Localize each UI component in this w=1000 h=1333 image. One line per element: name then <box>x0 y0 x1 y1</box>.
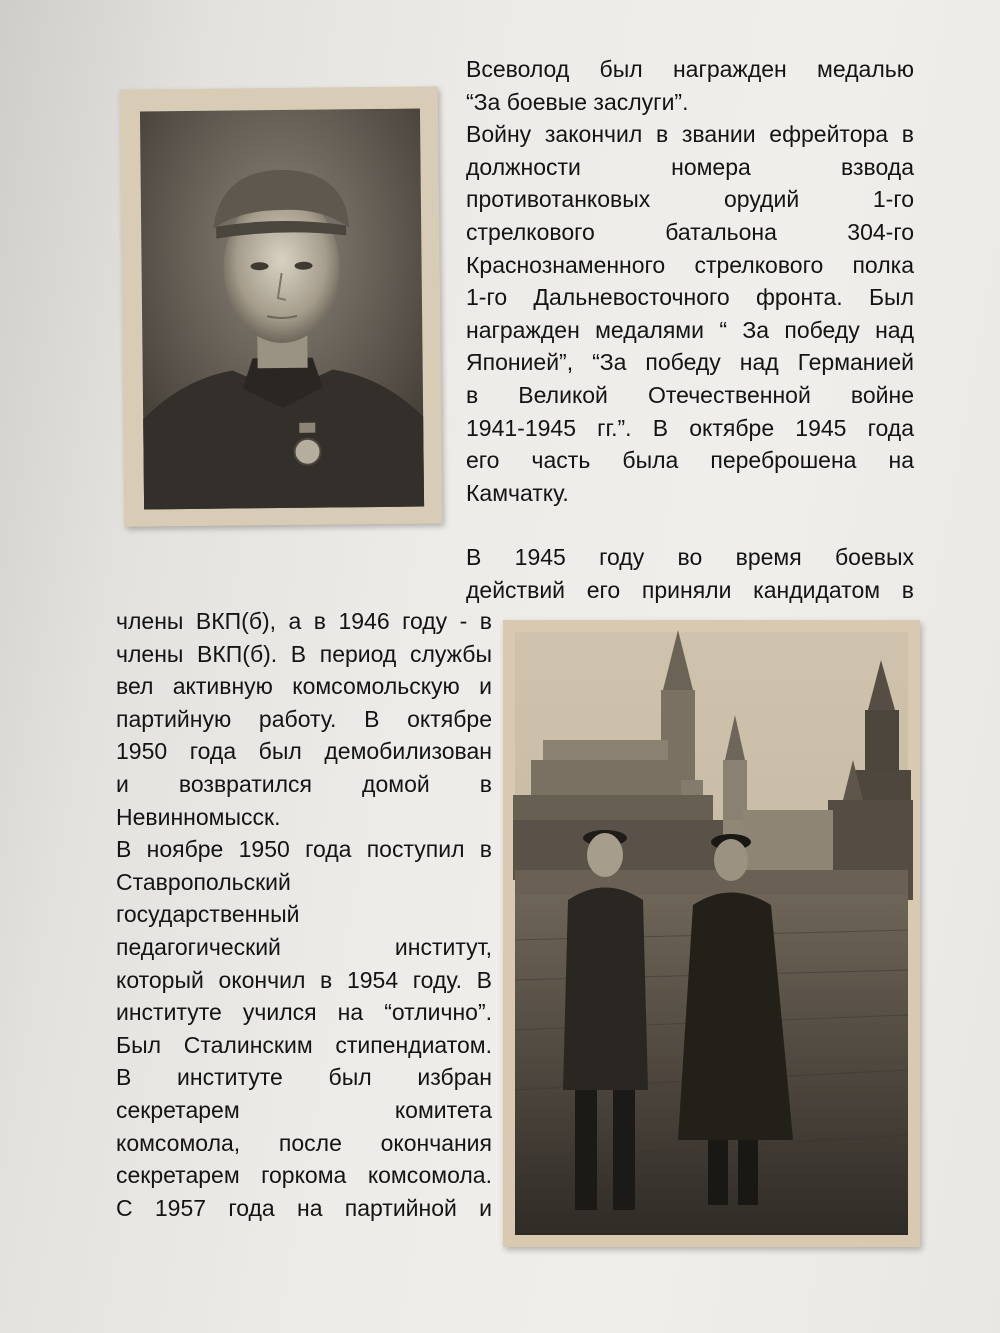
text-line: Всеволод был награжден медалью <box>466 56 914 82</box>
text-line: институте учился на “отлично”. <box>116 999 492 1026</box>
middle-paragraph <box>466 541 914 606</box>
text-line: в Великой Отечественной войне <box>466 381 914 408</box>
text-line: 1941-1945 гг.”. В октябре 1945 года <box>466 414 914 441</box>
text-line: Краснознаменного стрелкового полка <box>466 251 914 278</box>
bottom-paragraph <box>116 605 492 1224</box>
text-line: В 1945 году во время боевых <box>466 544 914 570</box>
text-line: Войну закончил в звании ефрейтора в <box>466 121 914 148</box>
text-line: партийную работу. В октябре <box>116 705 492 732</box>
text-line: члены ВКП(б), а в 1946 году - в <box>116 608 492 634</box>
text-line: Ставропольский <box>116 868 291 895</box>
text-line: государственный <box>116 901 300 928</box>
text-line: стрелкового батальона 304-го <box>466 218 914 245</box>
text-line: “За боевые заслуги”. <box>466 88 689 115</box>
text-line: который окончил в 1954 году. В <box>116 966 492 993</box>
text-line: Был Сталинским стипендиатом. <box>116 1031 492 1058</box>
text-line: члены ВКП(б). В период службы <box>116 640 492 667</box>
text-line: Японией”, “За победу над Германией <box>466 349 914 376</box>
text-line: комсомола, после окончания <box>116 1129 492 1156</box>
text-line: Камчатку. <box>466 479 569 506</box>
text-line: В институте был избран <box>116 1064 492 1091</box>
text-line: награжден медалями “ За победу над <box>466 316 914 343</box>
text-line: педагогический институт, <box>116 933 492 960</box>
text-line: вел активную комсомольскую и <box>116 673 492 700</box>
text-line: В ноябре 1950 года поступил в <box>116 836 492 863</box>
top-paragraph <box>466 53 914 509</box>
text-line: его часть была переброшена на <box>466 447 914 474</box>
text-line: действий его приняли кандидатом в <box>466 576 914 603</box>
text-line: секретарем комитета <box>116 1096 492 1123</box>
text-line: должности номера взвода <box>466 153 914 180</box>
text-line: 1-го Дальневосточного фронта. Был <box>466 284 914 311</box>
text-line: и возвратился домой в <box>116 770 492 797</box>
text-line: 1950 года был демобилизован <box>116 738 492 765</box>
text-line: Невинномысск. <box>116 803 281 830</box>
text-line: С 1957 года на партийной и <box>116 1194 492 1221</box>
red-square-photo <box>503 620 920 1247</box>
text-line: противотанковых орудий 1-го <box>466 186 914 213</box>
soldier-portrait-photo <box>120 86 443 526</box>
text-line: секретарем горкома комсомола. <box>116 1162 492 1189</box>
